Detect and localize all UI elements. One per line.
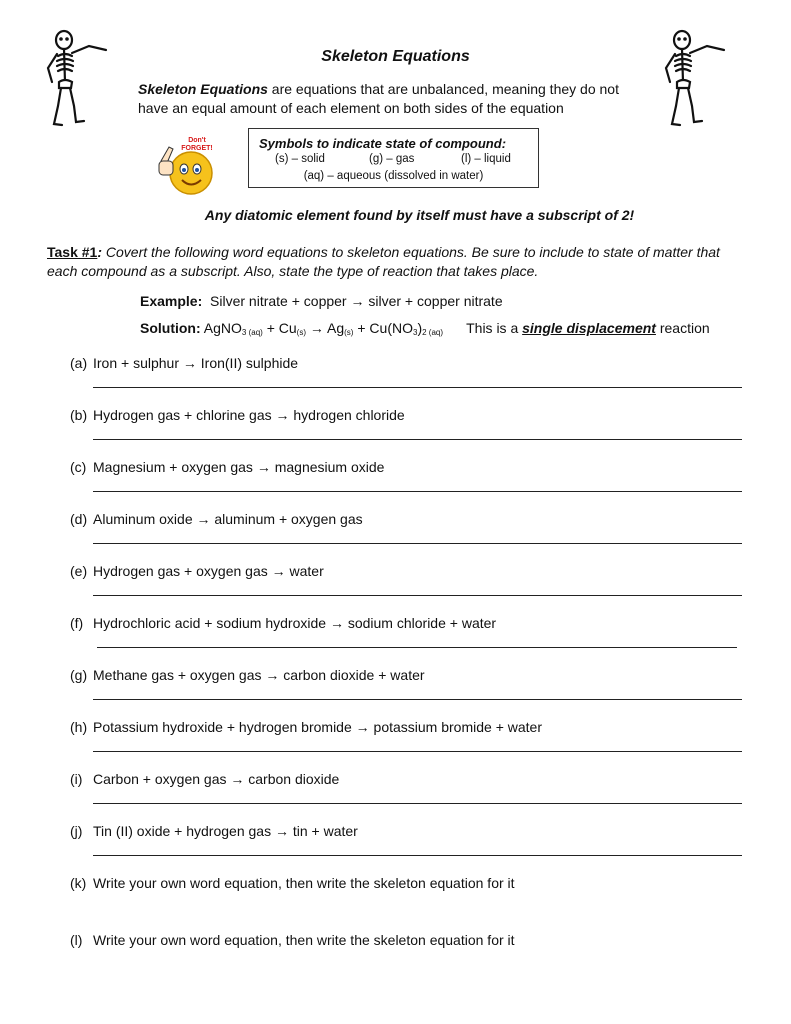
question-letter: (b) [70,407,88,423]
question-item [70,355,298,371]
symbol-gas: (g) – gas [369,153,415,165]
skeleton-left-image [44,28,112,128]
question-item [70,823,358,839]
task-text: Covert the following word equations to skeleton equations. Be sure to include to state of matter that each compound as a subscript. Also, state the type of reaction that takes place. [47,244,720,279]
symbols-heading: Symbols to indicate state of compound: [259,136,507,151]
question-text: Hydrogen gas + oxygen gas → water [93,563,324,579]
question-text: Carbon + oxygen gas → carbon dioxide [93,771,340,787]
task-instructions [47,243,747,281]
answer-line[interactable] [93,595,742,596]
answer-line[interactable] [93,439,742,440]
symbol-liquid: (l) – liquid [461,153,511,165]
question-letter: (i) [70,771,83,787]
question-text: Hydrochloric acid + sodium hydroxide → sodium chloride + water [93,615,497,631]
solution-sub: 3 [241,328,247,337]
symbol-solid: (s) – solid [275,153,325,165]
question-item [70,771,339,787]
task-label: Task #1 [47,244,98,260]
question-letter: (a) [70,355,88,371]
symbol-aqueous: (aq) – aqueous (dissolved in water) [303,170,484,182]
question-item [70,932,515,948]
solution-part: This is a [443,320,523,336]
solution-part: reaction [655,320,710,336]
solution-sub: (aq) [426,328,444,337]
skeleton-right-image [662,28,730,128]
example-label: Example: [140,293,203,309]
answer-line[interactable] [93,543,742,544]
task-colon: : [97,244,103,260]
question-item [70,875,515,891]
question-text: Hydrogen gas + chlorine gas → hydrogen chloride [93,407,405,423]
question-text: Potassium hydroxide + hydrogen bromide → potassium bromide + water [93,719,542,735]
question-item [70,511,363,527]
answer-line[interactable] [93,491,742,492]
intro-term: Skeleton Equations [138,81,268,97]
answer-line[interactable] [97,647,737,648]
intro-text: are equations that are unbalanced, meaning they do not have an equal amount of each element on both sides of the equation [138,81,619,116]
question-letter: (c) [70,459,87,475]
solution-sub: 3 [412,328,418,337]
solution-sub: 2 [422,328,427,337]
sticker-line1: Don't [188,137,206,144]
solution-part: ) [417,320,423,336]
answer-line[interactable] [93,387,742,388]
reaction-type: single displacement [522,320,656,336]
diatomic-note: Any diatomic element found by itself must have a subscript of 2! [204,207,635,223]
question-text: Tin (II) oxide + hydrogen gas → tin + water [93,823,358,839]
answer-line[interactable] [93,751,742,752]
solution-sub: (s) [344,328,354,337]
question-text: Aluminum oxide → aluminum + oxygen gas [93,511,363,527]
answer-line[interactable] [93,803,742,804]
question-letter: (j) [70,823,83,839]
solution-part: → Ag [306,320,345,336]
question-item [70,407,405,423]
intro-paragraph [138,80,638,118]
solution-part: AgNO [200,320,242,336]
solution-part: + Cu(NO [353,320,413,336]
question-text: Iron + sulphur → Iron(II) sulphide [93,355,299,371]
question-item [70,459,384,475]
page-title: Skeleton Equations [321,48,470,65]
solution-label: Solution: [140,320,201,336]
question-item [70,563,324,579]
question-letter: (k) [70,875,87,891]
question-letter: (f) [70,615,84,631]
solution-sub: (aq) [246,328,263,337]
question-text: Magnesium + oxygen gas → magnesium oxide [93,459,385,475]
example-text: Silver nitrate + copper → silver + copper nitrate [202,293,503,309]
solution-part: + Cu [262,320,297,336]
question-text: Write your own word equation, then write the skeleton equation for it [93,875,515,891]
sticker-line2: FORGET! [181,145,213,152]
question-text: Methane gas + oxygen gas → carbon dioxide + water [93,667,425,683]
question-letter: (l) [70,932,83,948]
question-item [70,667,425,683]
question-item [70,719,542,735]
answer-line[interactable] [93,855,742,856]
answer-line[interactable] [93,699,742,700]
question-letter: (g) [70,667,88,683]
question-letter: (d) [70,511,88,527]
solution-sub: (s) [296,328,306,337]
dont-forget-smiley-icon [155,133,217,199]
question-letter: (e) [70,563,88,579]
question-letter: (h) [70,719,88,735]
example-line [140,293,503,309]
solution-line [140,320,710,337]
question-text: Write your own word equation, then write the skeleton equation for it [93,932,515,948]
question-item [70,615,496,631]
state-symbols-box [248,128,539,188]
